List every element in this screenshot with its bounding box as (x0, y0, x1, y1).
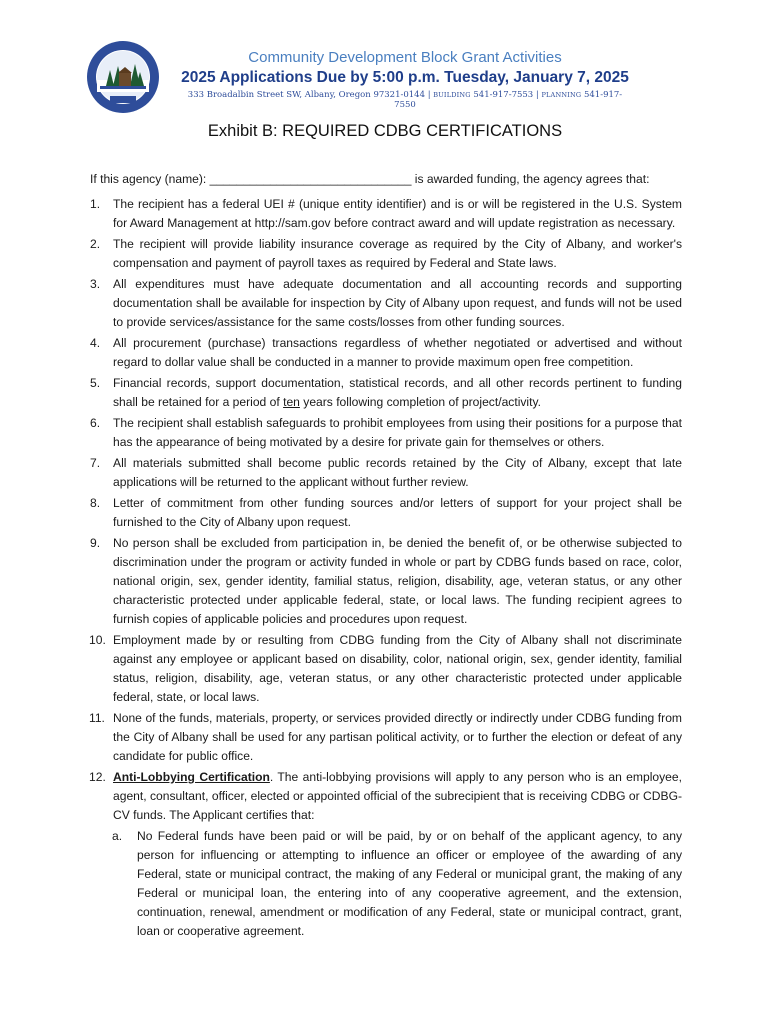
underlined-ten: ten (283, 395, 300, 409)
list-item: 7. All materials submitted shall become public records retained by the City of Albany, except that late applications will be returned to the applicant without further review. (90, 456, 682, 489)
list-item: 12. Anti-Lobbying Certification. The anti-lobbying provisions will apply to any person who is an employee, agent, consultant, officer, elected or appointed official of the subrecipient that is receiving CDBG or CDBG-CV funds. The Applicant certifies that: a. No Federal funds have been paid or will be paid, by or on behalf of the applicant agency, to any person for influencing or attempting to influence an officer or employee of the awarding of any Federal, state or municipal contract, the making of any Federal or municipal grant, the making of any Federal or municipal loan, the entering into of any cooperative agreement, and the extension, continuation, renewal, amendment or modification of any Federal, state or municipal contract, grant, loan or cooperative agreement. (90, 768, 682, 941)
header-deadline: 2025 Applications Due by 5:00 p.m. Tuesday, January 7, 2025 (181, 69, 629, 86)
sub-list-item: a. No Federal funds have been paid or will be paid, by or on behalf of the applicant agency, to any person for influencing or attempting to influence an officer or employee of the awarding of any Federal, state or municipal contract, the making of any Federal or municipal grant, the making of any Federal or municipal loan, the entering into of any cooperative agreement, and the extension, continuation, renewal, amendment or modification of any Federal, state or municipal contract, grant, loan or cooperative agreement. (112, 829, 682, 938)
list-item: 6. The recipient shall establish safeguards to prohibit employees from using their positions for a purpose that has the appearance of being motivated by a desire for private gain for themselves or others. (90, 416, 682, 449)
anti-lobbying-heading: Anti-Lobbying Certification (113, 770, 270, 784)
list-item: 3. All expenditures must have adequate documentation and all accounting records and supporting documentation shall be available for inspection by City of Albany upon request, and funds will not be used to provide services/assistance for the same costs/losses from other funding sources. (90, 277, 682, 329)
list-item: 1. The recipient has a federal UEI # (unique entity identifier) and is or will be registered in the U.S. System for Award Management at http://sam.gov before contract award and will update registration as necessary. (90, 197, 682, 230)
list-item: 9. No person shall be excluded from participation in, be denied the benefit of, or be otherwise subjected to discrimination under the program or activity funded in whole or part by CDBG funds based on race, color, national origin, sex, gender identity, familial status, religion, disability, age, veteran status, or any other characteristic protected under applicable federal, state, or local laws. The funding recipient agrees to furnish copies of applicable policies and procedures upon request. (90, 536, 682, 626)
certification-list (90, 195, 682, 943)
document-title: Exhibit B: REQUIRED CDBG CERTIFICATIONS (207, 122, 563, 140)
list-item: 5. Financial records, support documentation, statistical records, and all other records pertinent to funding shall be retained for a period of ten years following completion of project/activity. (90, 376, 682, 409)
list-item: 2. The recipient will provide liability insurance coverage as required by the City of Albany, and worker's compensation and payment of payroll taxes as required by Federal and State laws. (90, 237, 682, 270)
header-address: 333 Broadalbin Street SW, Albany, Oregon 97321-0144 | (187, 90, 431, 100)
planning-label: PLANNING (541, 91, 582, 99)
intro-sentence: If this agency (name): ______________________________ is awarded funding, the agency agrees that: (90, 172, 650, 186)
list-item: 10. Employment made by or resulting from CDBG funding from the City of Albany shall not discriminate against any employee or applicant based on disability, color, national origin, sex, gender identity, familial status, religion, disability, age, veteran status, or any other characteristic protected under applicable federal, state, or local laws. (89, 633, 682, 704)
planning-phone: 541-917-7550 (394, 90, 623, 110)
list-item: 8. Letter of commitment from other funding sources and/or letters of support for your project shall be furnished to the City of Albany upon request. (90, 496, 682, 529)
list-item: 4. All procurement (purchase) transactions regardless of whether negotiated or advertised and without regard to dollar value shall be conducted in a manner to provide maximum open free competition. (90, 336, 682, 369)
city-seal-logo (86, 40, 160, 114)
building-phone: 541-917-7553 | (473, 90, 539, 100)
header-program-name: Community Development Block Grant Activities (248, 49, 562, 66)
header-contact-line (180, 90, 630, 110)
list-item: 11. None of the funds, materials, property, or services provided directly or indirectly under CDBG funding from the City of Albany shall be used for any partisan political activity, or to further the election or defeat of any candidate for public office. (89, 711, 682, 763)
sub-list (113, 827, 682, 941)
building-label: BUILDING (433, 91, 471, 99)
